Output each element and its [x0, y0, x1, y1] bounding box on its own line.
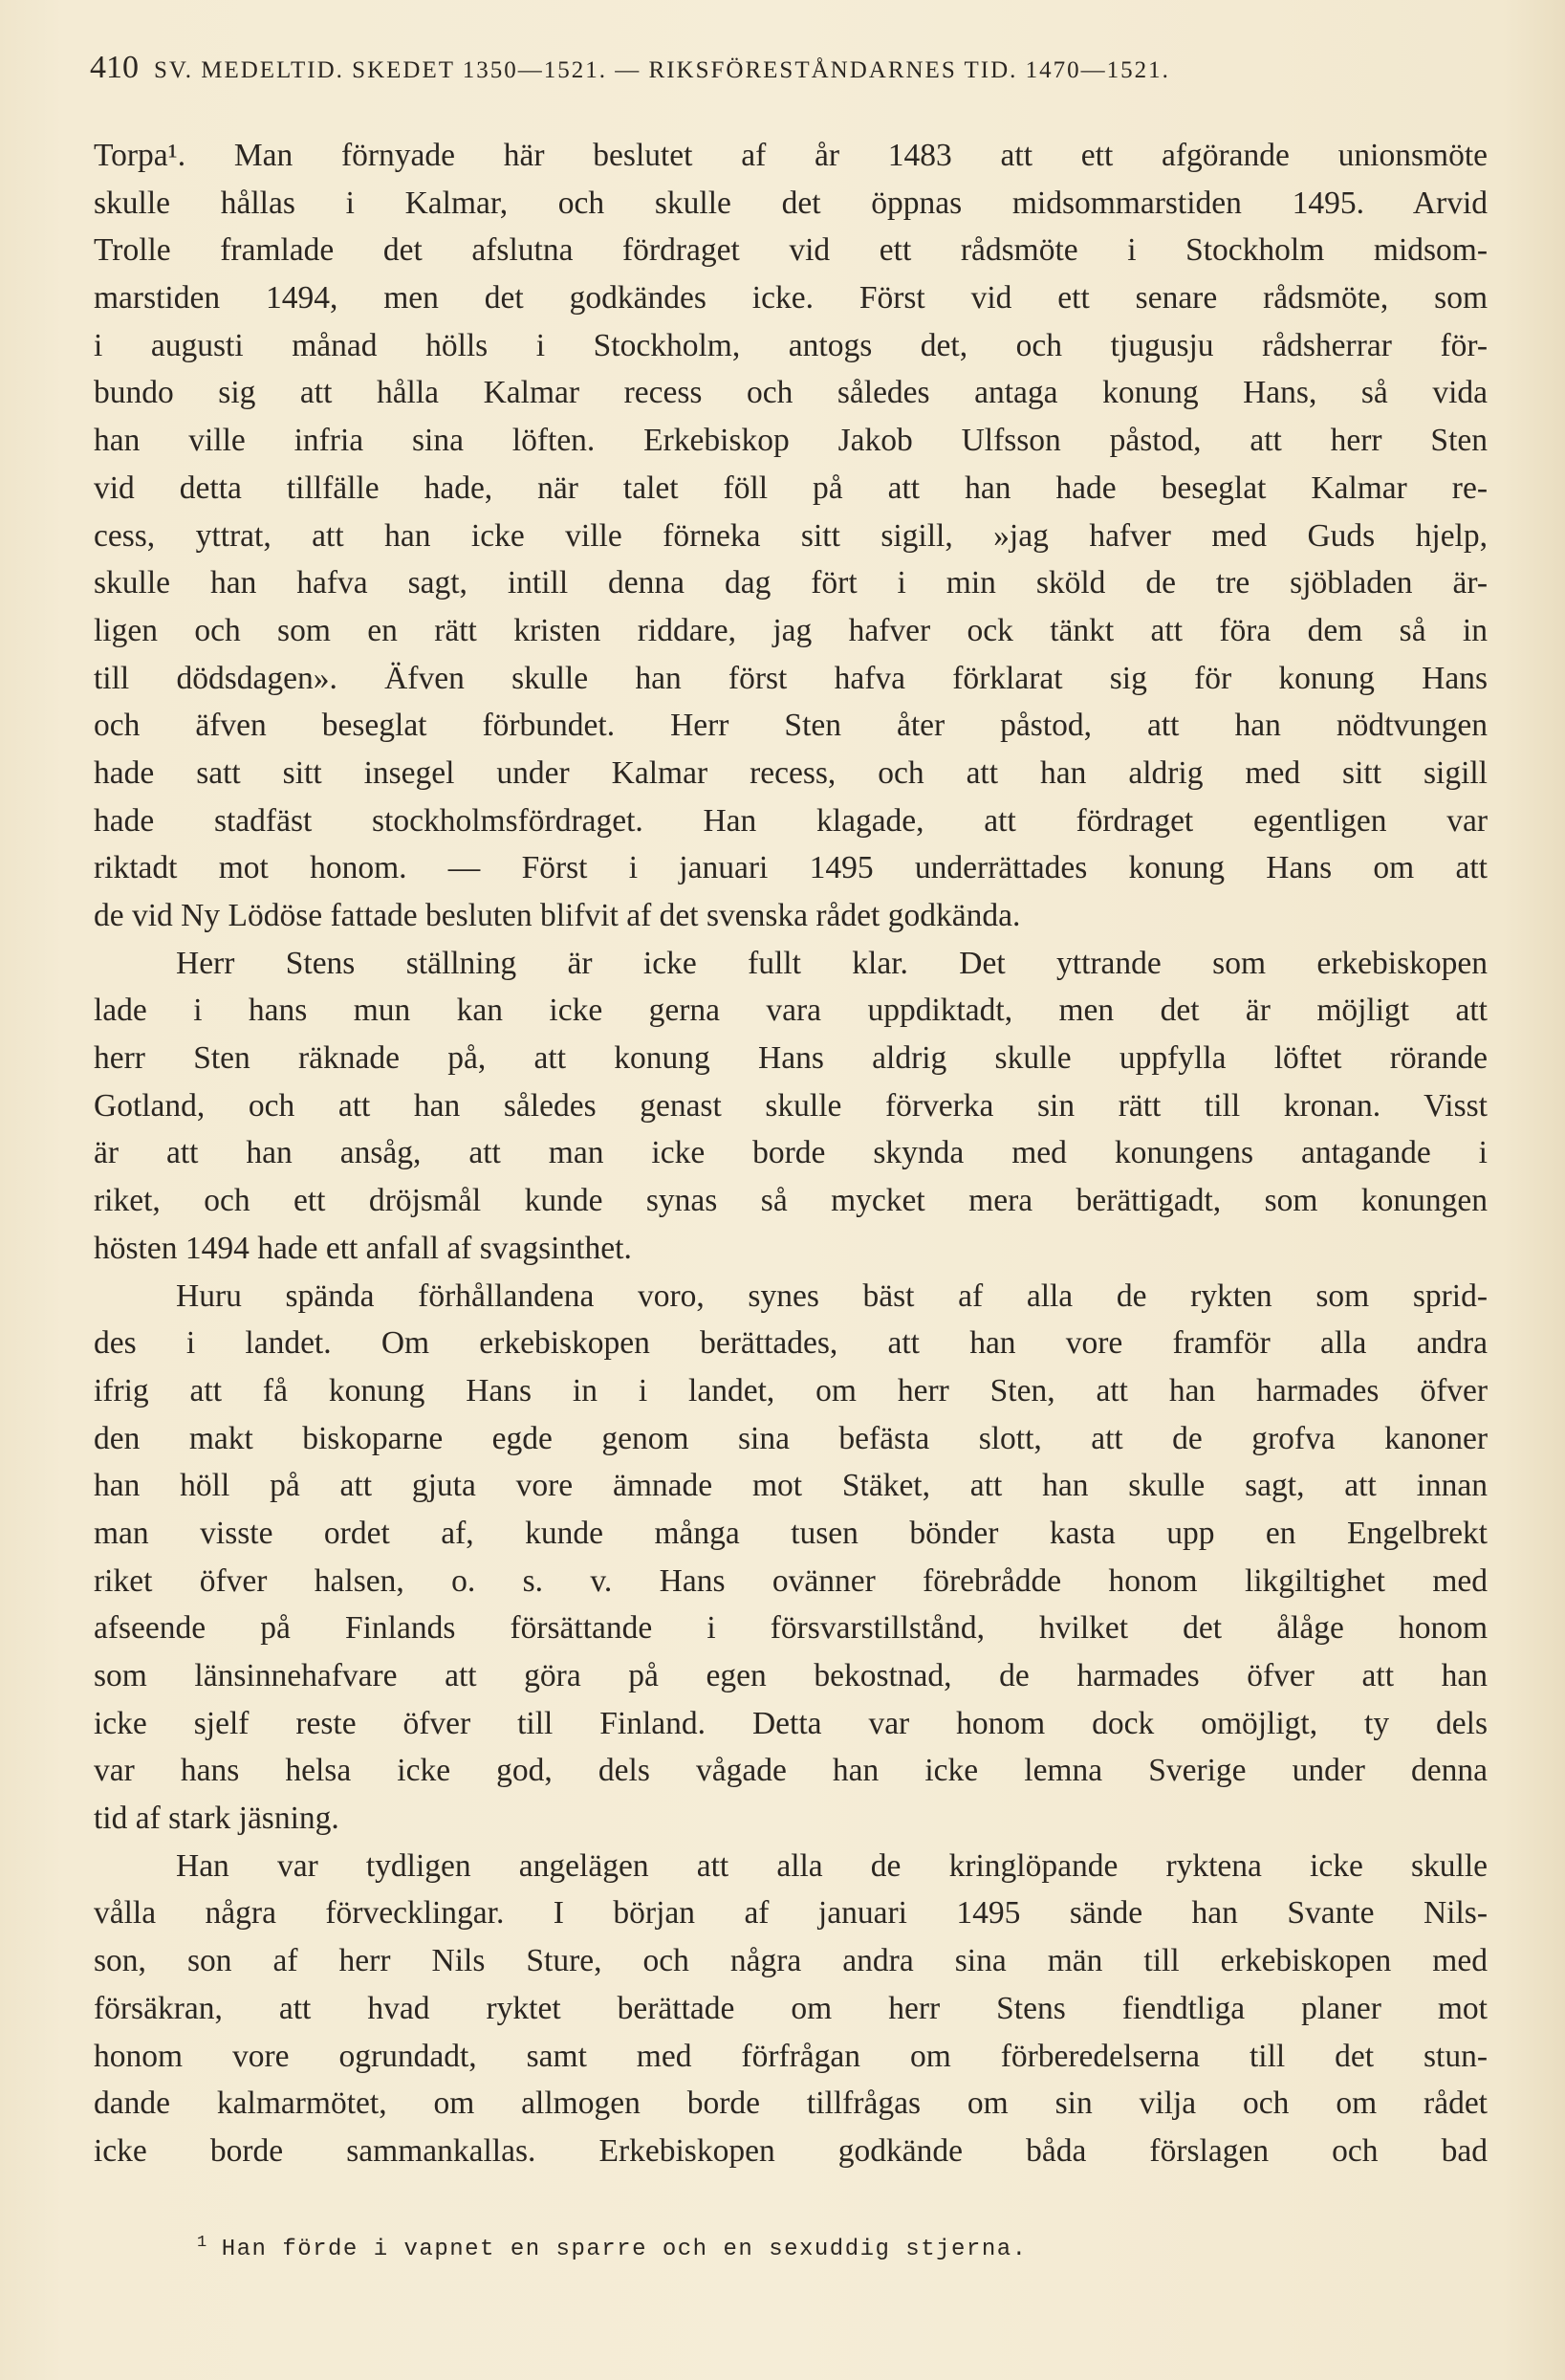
text-line: honom vore ogrundadt, samt med förfrågan om förberedelserna till det stun- — [94, 2038, 1488, 2074]
running-title: SV. MEDELTID. SKEDET 1350—1521. — RIKSFÖRESTÅNDARNES TID. 1470—1521. — [154, 57, 1170, 83]
text-line: afseende på Finlands försättande i försvarstillstånd, hvilket det ålåge honom — [94, 1610, 1488, 1647]
text-line: ifrig att få konung Hans in i landet, om herr Sten, att han harmades öfver — [94, 1372, 1488, 1408]
footnote — [197, 2234, 1344, 2262]
text-line: icke sjelf reste öfver till Finland. Detta var honom dock omöjligt, ty dels — [94, 1705, 1488, 1741]
text-line: icke borde sammankallas. Erkebiskopen godkände båda förslagen och bad — [94, 2132, 1488, 2169]
text-line: Gotland, och att han således genast skulle förverka sin rätt till kronan. Visst — [94, 1087, 1488, 1124]
text-line: skulle han hafva sagt, intill denna dag fört i min sköld de tre sjöbladen är- — [94, 565, 1488, 601]
text-line: är att han ansåg, att man icke borde skynda med konungens antagande i — [94, 1135, 1488, 1171]
text-line: i augusti månad hölls i Stockholm, antogs det, och tjugusju rådsherrar för- — [94, 327, 1488, 363]
text-line: Torpa¹. Man förnyade här beslutet af år 1483 att ett afgörande unionsmöte — [94, 138, 1488, 173]
text-line: Huru spända förhållandena voro, synes bäst af alla de rykten som sprid- — [176, 1277, 1488, 1314]
text-line: Trolle framlade det afslutna fördraget vid ett rådsmöte i Stockholm midsom- — [94, 232, 1488, 269]
text-line: ligen och som en rätt kristen riddare, jag hafver ock tänkt att föra dem så in — [94, 612, 1488, 648]
text-line: Herr Stens ställning är icke fullt klar. Det yttrande som erkebiskopen — [176, 945, 1488, 981]
text-line: riket, och ett dröjsmål kunde synas så mycket mera berättigadt, som konungen — [94, 1183, 1488, 1219]
text-line: cess, yttrat, att han icke ville förneka sitt sigill, »jag hafver med Guds hjelp, — [94, 517, 1488, 554]
text-line: den makt biskoparne egde genom sina befästa slott, att de grofva kanoner — [94, 1420, 1488, 1456]
text-line: och äfven beseglat förbundet. Herr Sten åter påstod, att han nödtvungen — [94, 708, 1488, 744]
text-line: vid detta tillfälle hade, när talet föll på att han hade beseglat Kalmar re- — [94, 469, 1488, 506]
text-line: hösten 1494 hade ett anfall af svagsinthet. — [94, 1230, 632, 1266]
text-line: han höll på att gjuta vore ämnade mot Stäket, att han skulle sagt, att innan — [94, 1468, 1488, 1504]
footnote-text: Han förde i vapnet en sparre och en sexuddig stjerna. — [221, 2237, 1028, 2262]
text-line: Han var tydligen angelägen att alla de kringlöpande ryktena icke skulle — [176, 1847, 1488, 1884]
text-line: skulle hållas i Kalmar, och skulle det öppnas midsommarstiden 1495. Arvid — [94, 185, 1488, 221]
text-line: man visste ordet af, kunde många tusen bönder kasta upp en Engelbrekt — [94, 1515, 1488, 1551]
running-header — [90, 50, 1486, 94]
text-line: var hans helsa icke god, dels vågade han icke lemna Sverige under denna — [94, 1753, 1488, 1789]
text-line: son, son af herr Nils Sture, och några andra sina män till erkebiskopen med — [94, 1943, 1488, 1979]
text-line: hade stadfäst stockholmsfördraget. Han klagade, att fördraget egentligen var — [94, 802, 1488, 839]
text-line: vålla några förvecklingar. I början af januari 1495 sände han Svante Nils- — [94, 1895, 1488, 1932]
text-line: som länsinnehafvare att göra på egen bekostnad, de harmades öfver att han — [94, 1658, 1488, 1693]
text-line: lade i hans mun kan icke gerna vara uppdiktadt, men det är möjligt att — [94, 993, 1488, 1029]
text-line: han ville infria sina löften. Erkebiskop Jakob Ulfsson påstod, att herr Sten — [94, 423, 1488, 459]
text-line: hade satt sitt insegel under Kalmar recess, och att han aldrig med sitt sigill — [94, 754, 1488, 791]
text-line: till dödsdagen». Äfven skulle han först hafva förklarat sig för konung Hans — [94, 660, 1488, 696]
body-text — [94, 132, 1488, 2175]
text-line: bundo sig att hålla Kalmar recess och således antaga konung Hans, så vida — [94, 375, 1488, 411]
text-line: riket öfver halsen, o. s. v. Hans ovänner förebrådde honom likgiltighet med — [94, 1562, 1488, 1599]
page-number: 410 — [90, 50, 139, 85]
text-line: de vid Ny Lödöse fattade besluten blifvit af det svenska rådet godkända. — [94, 898, 1021, 933]
text-line: herr Sten räknade på, att konung Hans aldrig skulle uppfylla löftet rörande — [94, 1040, 1488, 1077]
text-line: tid af stark jäsning. — [94, 1801, 339, 1837]
text-line: des i landet. Om erkebiskopen berättades, att han vore framför alla andra — [94, 1325, 1488, 1362]
text-line: marstiden 1494, men det godkändes icke. Först vid ett senare rådsmöte, som — [94, 280, 1488, 317]
text-line: riktadt mot honom. — Först i januari 1495 underrättades konung Hans om att — [94, 850, 1488, 886]
footnote-marker: 1 — [197, 2234, 208, 2252]
text-line: dande kalmarmötet, om allmogen borde tillfrågas om sin vilja och om rådet — [94, 2085, 1488, 2122]
text-line: försäkran, att hvad ryktet berättade om herr Stens fiendtliga planer mot — [94, 1990, 1488, 2026]
